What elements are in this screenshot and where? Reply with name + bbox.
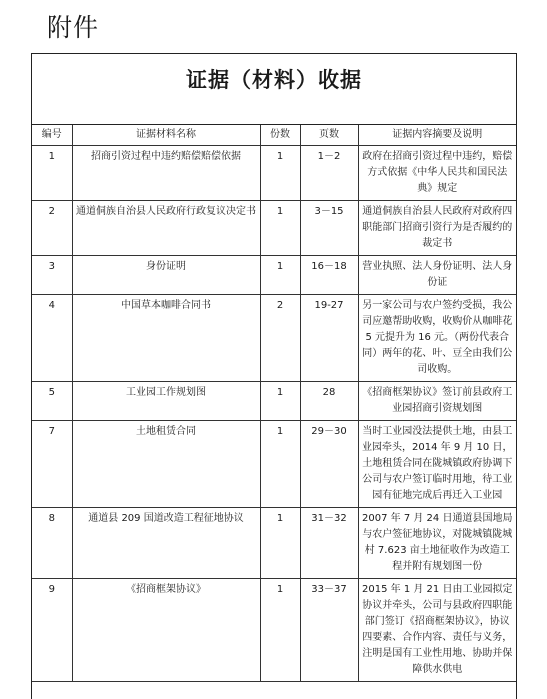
cell-no: 2 [32,201,72,256]
attachment-label: 附件 [47,13,100,42]
cell-no: 7 [32,421,72,508]
table-row [32,421,516,508]
cell-name: 招商引资过程中违约赔偿赔偿依据 [72,146,260,201]
title-row [32,54,516,125]
cell-no: 8 [32,508,72,579]
cell-copies: 1 [260,421,300,508]
cell-desc: 2007 年 7 月 24 日通道县国地局与农户签征地协议，对陇城镇陇城村 7.623 亩土地征收作为改造工程并附有规划图一份 [358,508,516,579]
header-desc: 证据内容摘要及说明 [358,125,516,146]
table-row [32,382,516,421]
cell-desc: 2015 年 1 月 21 日由工业园拟定协议并牵头，公司与县政府四职能部门签订《招商框架协议》，协议四要素、合作内容、责任与义务，注明是国有工业性用地、协助并保障供水供电 [358,579,516,682]
cell-name: 身份证明 [72,256,260,295]
table-row [32,295,516,382]
header-name: 证据材料名称 [72,125,260,146]
cell-desc: 另一家公司与农户签约受损，我公司应邀帮助收购，收购价从咖啡花 5 元提升为 16 元。（两份代表合同）两年的花、叶、豆全由我们公司收购。 [358,295,516,382]
cell-no: 5 [32,382,72,421]
header-no: 编号 [32,125,72,146]
cell-name: 通道侗族自治县人民政府行政复议决定书 [72,201,260,256]
cell-pages: 19-27 [300,295,358,382]
cell-copies: 1 [260,382,300,421]
cell-copies: 2 [260,295,300,382]
cell-name: 工业园工作规划图 [72,382,260,421]
cell-no: 1 [32,146,72,201]
cell-desc: 营业执照、法人身份证明、法人身份证 [358,256,516,295]
cell-copies: 1 [260,201,300,256]
cell-pages: 1－2 [300,146,358,201]
cell-pages: 28 [300,382,358,421]
cell-name: 中国草本咖啡合同书 [72,295,260,382]
document-title: 证据（材料）收据 [186,68,362,92]
header-copies: 份数 [260,125,300,146]
cell-pages: 3－15 [300,201,358,256]
table-row [32,201,516,256]
table-header-row [32,125,516,146]
table-row [32,256,516,295]
cell-copies: 1 [260,508,300,579]
table-row [32,579,516,682]
cell-no: 4 [32,295,72,382]
cell-name: 《招商框架协议》 [72,579,260,682]
cell-pages: 29－30 [300,421,358,508]
cell-copies: 1 [260,579,300,682]
evidence-table [32,125,516,682]
cell-desc: 《招商框架协议》签订前县政府工业园招商引资规划图 [358,382,516,421]
cell-desc: 通道侗族自治县人民政府对政府四职能部门招商引资行为是否履约的裁定书 [358,201,516,256]
cell-name: 土地租赁合同 [72,421,260,508]
evidence-receipt-sheet [31,53,517,699]
cell-no: 3 [32,256,72,295]
cell-pages: 31－32 [300,508,358,579]
cell-pages: 33－37 [300,579,358,682]
cell-no: 9 [32,579,72,682]
header-pages: 页数 [300,125,358,146]
table-row [32,146,516,201]
cell-desc: 当时工业园没法提供土地，由县工业园牵头，2014 年 9 月 10 日，土地租赁合同在陇城镇政府协调下公司与农户签订临时用地，待工业园有征地完成后再迁入工业园 [358,421,516,508]
cell-copies: 1 [260,256,300,295]
cell-desc: 政府在招商引资过程中违约，赔偿方式依据《中华人民共和国民法典》规定 [358,146,516,201]
table-row [32,508,516,579]
cell-name: 通道县 209 国道改造工程征地协议 [72,508,260,579]
cell-pages: 16－18 [300,256,358,295]
cell-copies: 1 [260,146,300,201]
